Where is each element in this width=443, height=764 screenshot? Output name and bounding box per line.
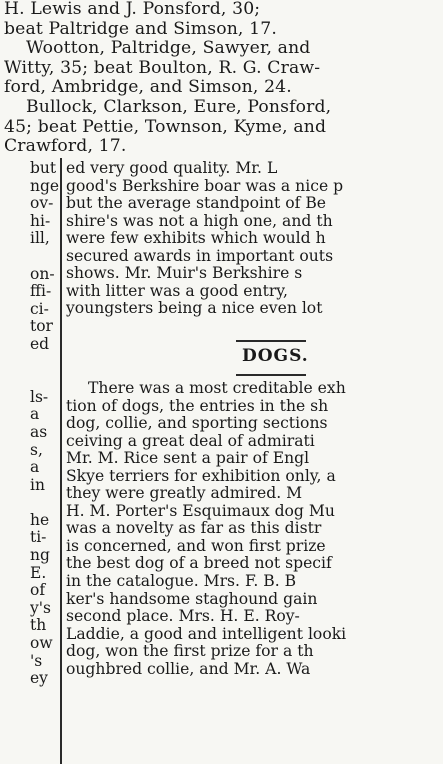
fragment: E. [30, 563, 47, 582]
fragment: ls- [30, 387, 49, 406]
section-heading-block [236, 340, 309, 380]
article-line: they were greatly admired. M [66, 484, 303, 503]
results-line: 45; beat Pettie, Townson, Kyme, and [4, 116, 327, 137]
fragment: ci- [30, 299, 49, 318]
results-line: H. Lewis and J. Ponsford, 30; [4, 0, 261, 19]
article-line: in the catalogue. Mrs. F. B. B [66, 572, 297, 591]
fragment: ov- [30, 194, 54, 213]
fragment: s, [30, 440, 43, 459]
results-line: Wootton, Paltridge, Sawyer, and [26, 38, 311, 59]
article-line: shows. Mr. Muir's Berkshire s [66, 264, 303, 283]
article-line: Skye terriers for exhibition only, a [66, 466, 336, 485]
fragment: hi- [30, 211, 51, 230]
fragment: a [30, 405, 40, 424]
fragment: ng [30, 546, 50, 565]
article-line: shire's was not a high one, and th [66, 211, 333, 230]
results-block [4, 0, 443, 157]
results-line: Bullock, Clarkson, Eure, Ponsford, [26, 96, 332, 117]
fragment: ey [30, 669, 48, 688]
fragment: he [30, 510, 50, 529]
fragment: ffi- [30, 282, 52, 301]
fragment: tor [30, 317, 53, 336]
article-line: Mr. M. Rice sent a pair of Engl [66, 449, 310, 468]
article-line: ker's handsome staghound gain [66, 589, 318, 608]
results-line: ford, Ambridge, and Simson, 24. [4, 77, 292, 98]
article-line: ceiving a great deal of admirati [66, 431, 315, 450]
fragment: as [30, 422, 48, 441]
results-line: Crawford, 17. [4, 136, 127, 157]
fragment: a [30, 458, 40, 477]
article-line: There was a most creditable exh [88, 379, 346, 397]
article-line: was a novelty as far as this distr [66, 519, 322, 538]
article-line: youngsters being a nice even lot [66, 299, 323, 318]
livestock-column [66, 160, 443, 318]
fragment: 's [30, 651, 43, 670]
fragment: ow [30, 634, 53, 653]
fragment: ed [30, 334, 50, 353]
fragment [30, 248, 60, 266]
fragment: ill, [30, 229, 50, 248]
dogs-column [66, 380, 443, 678]
fragment: in [30, 475, 45, 494]
fragment [30, 354, 60, 372]
article-line: with litter was a good entry, [66, 281, 288, 300]
results-line: Witty, 35; beat Boulton, R. G. Craw- [4, 57, 321, 78]
fragment: but [30, 160, 57, 177]
heading-rule-top [236, 340, 306, 342]
article-line: H. M. Porter's Esquimaux dog Mu [66, 501, 335, 520]
article-line: second place. Mrs. H. E. Roy- [66, 607, 300, 626]
article-line: tion of dogs, the entries in the sh [66, 396, 329, 415]
fragment: th [30, 616, 47, 635]
article-line: oughbred collie, and Mr. A. Wa [66, 659, 311, 678]
results-line: beat Paltridge and Simson, 17. [4, 18, 277, 39]
fragment [30, 371, 60, 389]
fragment: ti- [30, 528, 47, 547]
heading-rule-bottom [236, 374, 306, 376]
article-line: dog, collie, and sporting sections [66, 414, 328, 433]
section-heading: DOGS. [242, 346, 309, 366]
fragment: of [30, 581, 46, 600]
fragment: y's [30, 598, 51, 617]
article-line: good's Berkshire boar was a nice p [66, 176, 344, 195]
article-line: dog, won the first prize for a th [66, 642, 314, 661]
fragment: nge [30, 176, 60, 195]
column-rule [60, 158, 62, 764]
article-line: were few exhibits which would h [66, 229, 326, 248]
article-line: is concerned, and won first prize [66, 536, 326, 555]
fragment [30, 494, 60, 512]
fragment: on- [30, 264, 55, 283]
article-line: the best dog of a breed not specif [66, 554, 332, 573]
article-line: secured awards in important outs [66, 246, 334, 265]
article-line: ed very good quality. Mr. L [66, 159, 278, 177]
article-line: but the average standpoint of Be [66, 194, 327, 213]
left-column-fragments [30, 160, 60, 688]
article-line: Laddie, a good and intelligent looki [66, 624, 347, 643]
